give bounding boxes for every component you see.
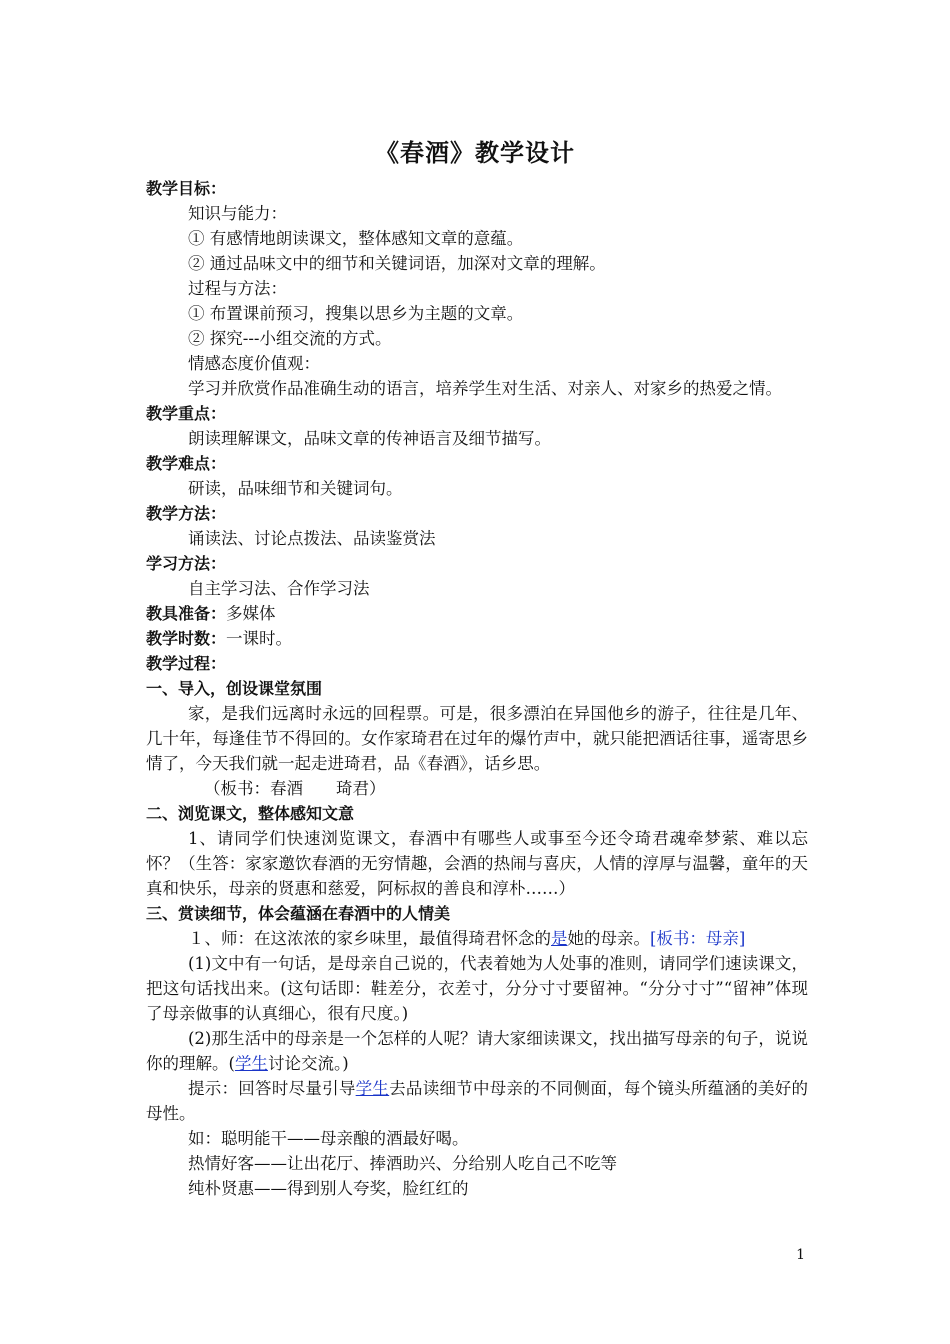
section-1-paragraph: 家，是我们远离时永远的回程票。可是，很多漂泊在异国他乡的游子，往往是几年、几十年，每逢佳节不得回的。女作家琦君在过年的爆竹声中，就只能把酒话往事，遥寄思乡情了，今天我们就一起走进琦君，品《春酒》，话乡思。 — [146, 704, 808, 773]
process-label: 过程与方法： — [188, 279, 287, 298]
example-2: 热情好客——让出花厅、捧酒助兴、分给别人吃自己不吃等 — [188, 1154, 617, 1173]
section-2-heading: 二、浏览课文，整体感知文意 — [146, 804, 355, 823]
section-3-hint: 提示：回答时尽量引导学生去品读细节中母亲的不同侧面，每个镜头所蕴涵的美好的母性。 — [146, 1079, 809, 1123]
example-1: 如：聪明能干——母亲酿的酒最好喝。 — [188, 1129, 469, 1148]
method-heading: 教学方法： — [146, 504, 227, 523]
section-3-heading: 三、赏读细节，体会蕴涵在春酒中的人情美 — [146, 904, 451, 923]
hyperlink-student[interactable]: 学生 — [234, 1054, 268, 1073]
section-3-question-2: (1)文中有一句话，是母亲自己说的，代表着她为人处事的准则，请同学们速读课文，把这句话找出来。(这句话即：鞋差分，衣差寸，分分寸寸要留神。“分分寸寸”“留神”体现了母亲做事的认真细心，很有尺度。) — [146, 954, 808, 1023]
knowledge-item-2: ② 通过品味文中的细节和关键词语，加深对文章的理解。 — [188, 254, 606, 273]
tools-heading: 教具准备： — [146, 604, 227, 623]
learning-text: 自主学习法、合作学习法 — [188, 579, 370, 598]
hours-heading: 教学时数： — [146, 629, 227, 648]
hours-line — [146, 626, 808, 651]
section-3-question-3: (2)那生活中的母亲是一个怎样的人呢？请大家细读课文，找出描写母亲的句子，说说你的理解。(学生讨论交流。) — [146, 1029, 808, 1073]
emotion-label: 情感态度价值观： — [188, 354, 320, 373]
board-note: [板书：母亲] — [650, 929, 746, 948]
focus-text: 朗读理解课文，品味文章的传神语言及细节描写。 — [188, 429, 551, 448]
hyperlink-shi[interactable]: 是 — [551, 929, 568, 948]
section-1-board: （板书：春酒 琦君） — [204, 779, 386, 798]
focus-heading: 教学重点： — [146, 404, 227, 423]
knowledge-item-1: ① 有感情地朗读课文，整体感知文章的意蕴。 — [188, 229, 524, 248]
process-item-2: ② 探究---小组交流的方式。 — [188, 329, 392, 348]
difficulty-text: 研读，品味细节和关键词句。 — [188, 479, 403, 498]
page-number: 1 — [796, 1247, 805, 1263]
document-body — [146, 176, 808, 1201]
section-1-heading: 一、导入，创设课堂氛围 — [146, 679, 323, 698]
process-item-1: ① 布置课前预习，搜集以思乡为主题的文章。 — [188, 304, 524, 323]
emotion-text: 学习并欣赏作品准确生动的语言，培养学生对生活、对亲人、对家乡的热爱之情。 — [188, 379, 782, 398]
example-3: 纯朴贤惠——得到别人夸奖，脸红红的 — [188, 1179, 469, 1198]
goals-heading: 教学目标： — [146, 179, 227, 198]
process-heading: 教学过程： — [146, 654, 227, 673]
method-text: 诵读法、讨论点拨法、品读鉴赏法 — [188, 529, 436, 548]
tools-text: 多媒体 — [226, 604, 276, 623]
knowledge-label: 知识与能力： — [188, 204, 287, 223]
hours-text: 一课时。 — [226, 629, 293, 648]
hyperlink-student-2[interactable]: 学生 — [355, 1079, 390, 1098]
learning-heading: 学习方法： — [146, 554, 227, 573]
section-2-paragraph: 1、请同学们快速浏览课文，春酒中有哪些人或事至今还令琦君魂牵梦萦、难以忘怀？（生答：家家邀饮春酒的无穷情趣，会酒的热闹与喜庆，人情的淳厚与温馨，童年的天真和快乐，母亲的贤惠和慈爱，阿标叔的善良和淳朴……） — [146, 829, 808, 898]
section-3-question-1: １、师：在这浓浓的家乡味里，最值得琦君怀念的是她的母亲。[板书：母亲] — [188, 929, 746, 948]
tools-line — [146, 601, 808, 626]
document-title: 《春酒》教学设计 — [375, 138, 575, 167]
difficulty-heading: 教学难点： — [146, 454, 227, 473]
